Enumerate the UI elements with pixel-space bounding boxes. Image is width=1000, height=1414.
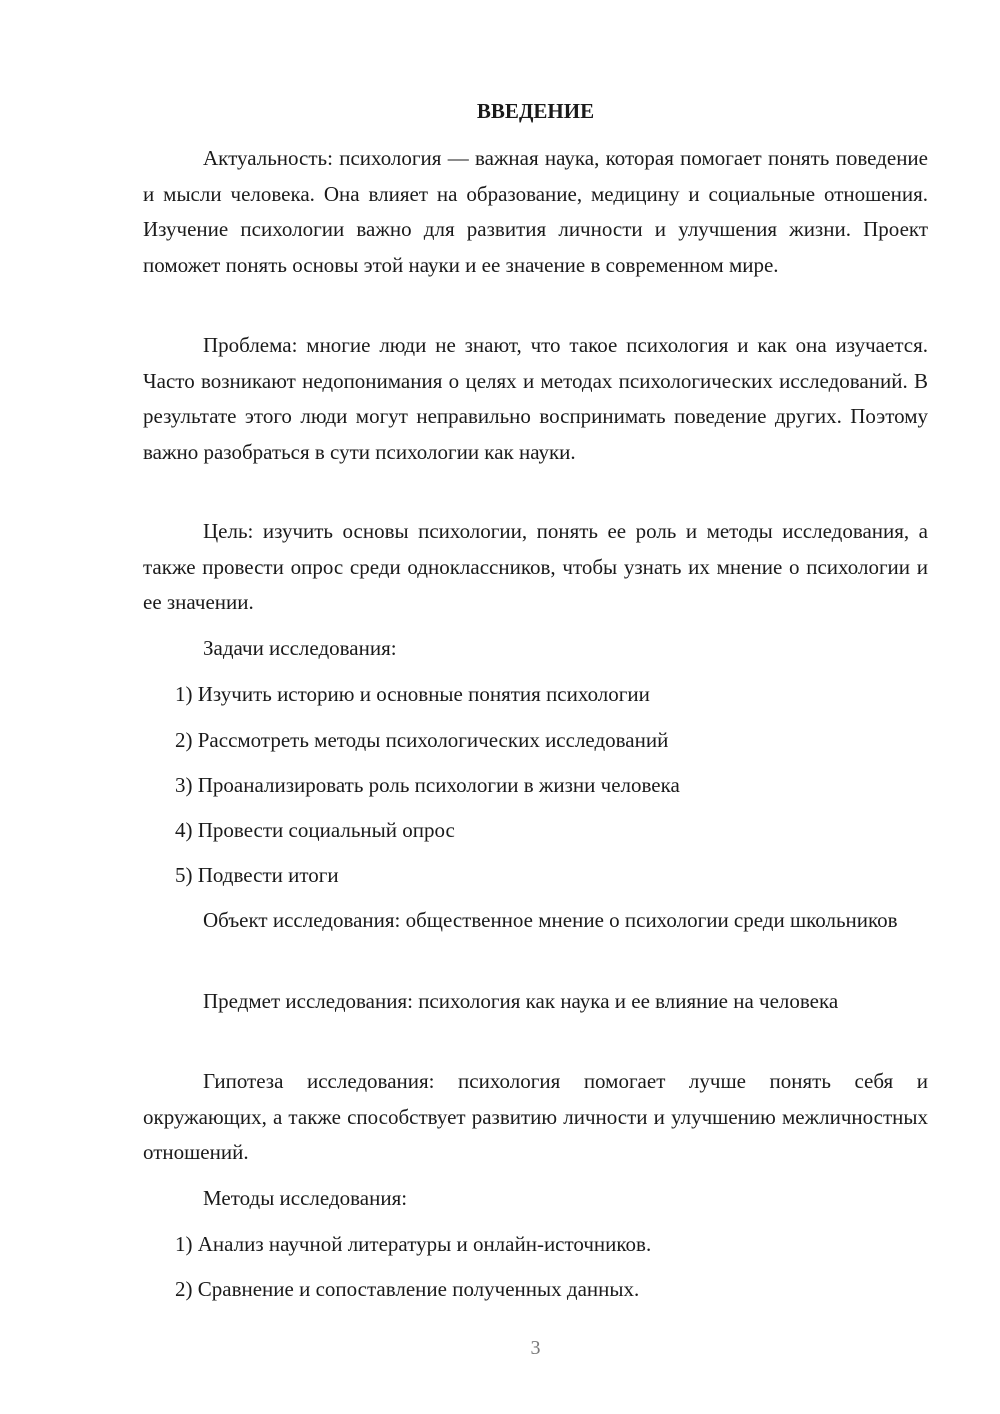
hypothesis-paragraph: Гипотеза исследования: психология помогает лучше понять себя и окружающих, а также способствует развитию личности и улучшению межличностных отношений. bbox=[143, 1069, 928, 1164]
problem-paragraph: Проблема: многие люди не знают, что такое психология и как она изучается. Часто возникают недопонимания о целях и методах психологических исследований. В результате этого люди могут неправильно воспринимать поведение других. Поэтому важно разобраться в сути психологии как науки. bbox=[143, 333, 928, 464]
relevance-paragraph: Актуальность: психология — важная наука, которая помогает понять поведение и мысли человека. Она влияет на образование, медицину и социальные отношения. Изучение психологии важно для развития личности и улучшения жизни. Проект поможет понять основы этой науки и ее значение в современном мире. bbox=[143, 146, 928, 277]
method-item-1: 1) Анализ научной литературы и онлайн-источников. bbox=[175, 1232, 652, 1256]
page-number: 3 bbox=[530, 1337, 541, 1359]
task-item-4: 4) Провести социальный опрос bbox=[175, 818, 455, 842]
subject-paragraph: Предмет исследования: психология как наука и ее влияние на человека bbox=[203, 989, 839, 1013]
object-paragraph: Объект исследования: общественное мнение о психологии среди школьников bbox=[203, 908, 898, 932]
methods-title: Методы исследования: bbox=[203, 1186, 408, 1210]
task-item-1: 1) Изучить историю и основные понятия психологии bbox=[175, 682, 650, 706]
method-item-2: 2) Сравнение и сопоставление полученных данных. bbox=[175, 1277, 640, 1301]
task-item-5: 5) Подвести итоги bbox=[175, 863, 339, 887]
task-item-3: 3) Проанализировать роль психологии в жизни человека bbox=[175, 773, 680, 797]
page-title: ВВЕДЕНИЕ bbox=[476, 99, 595, 123]
goal-paragraph: Цель: изучить основы психологии, понять ее роль и методы исследования, а также провести опрос среди одноклассников, чтобы узнать их мнение о психологии и ее значении. bbox=[143, 519, 928, 614]
task-item-2: 2) Рассмотреть методы психологических исследований bbox=[175, 728, 669, 752]
tasks-title: Задачи исследования: bbox=[203, 636, 397, 660]
document-page bbox=[143, 0, 928, 1414]
